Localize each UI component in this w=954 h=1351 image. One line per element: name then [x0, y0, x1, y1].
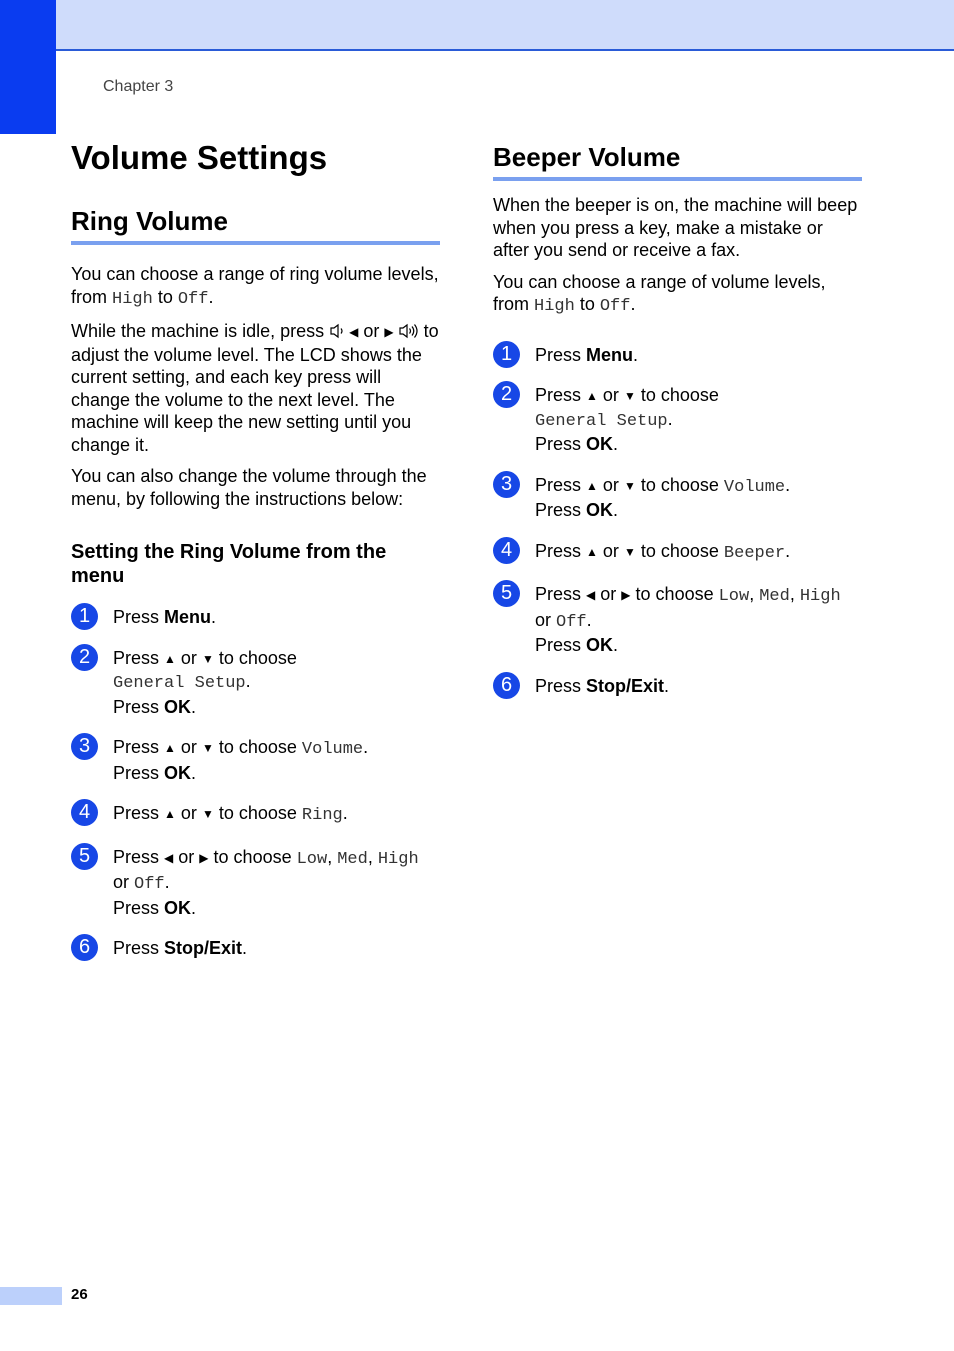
text: Press [535, 385, 587, 405]
lcd-med: Med [759, 587, 790, 606]
text: or [600, 584, 617, 604]
text: Press [113, 803, 165, 823]
text: Press [113, 897, 165, 918]
menu-key: Menu [586, 344, 634, 365]
text: or [180, 647, 197, 668]
speaker-low-icon [329, 323, 349, 339]
text: Press [535, 540, 587, 561]
text: , [789, 584, 800, 604]
text: . [613, 500, 619, 520]
down-arrow-icon: ▼ [623, 544, 636, 559]
ring-steps [71, 606, 441, 960]
down-arrow-icon: ▼ [201, 807, 214, 821]
page-number: 26 [71, 1286, 88, 1303]
text: Press [113, 696, 165, 717]
up-arrow-icon: ▲ [164, 807, 176, 821]
text: to choose [218, 737, 302, 757]
text: . [164, 872, 170, 892]
ring-step-5 [71, 846, 441, 920]
lcd-low: Low [296, 849, 328, 869]
text: . [363, 737, 369, 757]
beeper-intro: When the beeper is on, the machine will beep when you press a key, make a mistake or after you send or receive a fax. [493, 195, 858, 260]
beeper-steps [493, 344, 863, 698]
ring-step-4 [71, 802, 441, 828]
text: to [152, 286, 178, 307]
step-number-badge: 3 [493, 471, 520, 498]
step-number-badge: 1 [493, 341, 520, 368]
step-number-badge: 5 [493, 580, 520, 607]
down-arrow-icon: ▼ [623, 389, 636, 403]
right-arrow-icon: ▶ [621, 588, 631, 602]
text: or [602, 474, 619, 495]
step-number-badge: 3 [71, 733, 98, 760]
text: or [178, 846, 195, 867]
step-number-badge: 2 [71, 644, 98, 671]
text: . [630, 294, 636, 314]
text: , [367, 846, 378, 867]
up-arrow-icon: ▲ [586, 544, 598, 559]
text: Press [535, 434, 587, 454]
text: Press [113, 938, 165, 958]
lcd-off: Off [599, 297, 631, 316]
step-number-badge: 1 [71, 603, 98, 630]
ok-key: OK [586, 635, 614, 655]
header-band [0, 0, 954, 51]
text: to choose [218, 647, 297, 668]
text: Press [113, 607, 165, 627]
lcd-low: Low [718, 587, 750, 606]
speaker-high-icon [399, 323, 419, 339]
ok-key: OK [586, 500, 614, 520]
lcd-volume: Volume [301, 740, 364, 759]
ok-key: OK [586, 434, 614, 454]
text: to [574, 294, 600, 314]
text: . [342, 803, 348, 823]
text: You can choose a range of ring volume levels, from [71, 264, 439, 307]
ring-step-1 [71, 606, 441, 629]
text: to choose [640, 540, 724, 561]
beeper-step-3 [493, 474, 863, 522]
ok-key: OK [164, 897, 192, 918]
text: . [211, 607, 217, 627]
ring-menu-subheading: Setting the Ring Volume from the menu [71, 541, 387, 587]
text: . [245, 671, 251, 691]
text: Press [535, 344, 587, 365]
footer-bar [0, 1287, 62, 1305]
lcd-off: Off [134, 875, 165, 894]
text: Press [113, 846, 165, 867]
step-number-badge: 4 [71, 799, 98, 826]
beeper-volume-title: Beeper Volume [493, 142, 681, 172]
beeper-step-5 [493, 583, 863, 657]
ring-idle-instructions [71, 320, 441, 456]
step-number-badge: 6 [493, 672, 520, 699]
text: . [586, 609, 592, 630]
stop-exit-key: Stop/Exit [586, 675, 665, 696]
ring-volume-title: Ring Volume [71, 206, 228, 236]
ok-key: OK [164, 696, 192, 717]
beeper-step-2 [493, 384, 863, 456]
text: . [667, 408, 673, 429]
right-arrow-icon: ▶ [384, 325, 394, 339]
text: to choose [213, 846, 297, 867]
text: . [191, 897, 197, 918]
lcd-high: High [799, 587, 841, 606]
up-arrow-icon: ▲ [586, 478, 598, 493]
step-number-badge: 6 [71, 934, 98, 961]
ring-volume-heading [71, 205, 440, 245]
step-number-badge: 4 [493, 537, 520, 564]
lcd-off: Off [177, 289, 209, 309]
down-arrow-icon: ▼ [623, 478, 636, 493]
ring-step-2 [71, 647, 441, 719]
lcd-off: Off [556, 612, 587, 632]
down-arrow-icon: ▼ [201, 651, 214, 666]
beeper-step-4 [493, 540, 863, 566]
text: Press [113, 737, 165, 757]
left-arrow-icon: ◀ [164, 850, 174, 865]
up-arrow-icon: ▲ [586, 389, 598, 403]
text: . [785, 474, 791, 495]
lcd-high: High [377, 849, 419, 869]
text: or [602, 385, 619, 405]
lcd-volume: Volume [723, 477, 786, 497]
beeper-range [493, 271, 863, 319]
text: or [180, 803, 197, 823]
text: . [785, 540, 791, 561]
lcd-high: High [534, 297, 575, 316]
left-arrow-icon: ◀ [586, 588, 596, 602]
text: or [180, 737, 197, 757]
lcd-high: High [112, 289, 153, 309]
text: or [113, 872, 135, 892]
lcd-general-setup: General Setup [113, 674, 246, 693]
text: to adjust the volume level. The LCD shows the current setting, and each key press will change the volume to the next level. The machine will keep the new setting until you change it. [71, 321, 439, 455]
text: Press [113, 762, 165, 783]
lcd-ring: Ring [301, 806, 343, 825]
text: Press [113, 647, 165, 668]
ok-key: OK [164, 762, 192, 783]
page-title: Volume Settings [71, 139, 328, 176]
step-number-badge: 5 [71, 843, 98, 870]
text: or [602, 540, 619, 561]
text: Press [535, 584, 587, 604]
ring-volume-section [71, 205, 441, 978]
beeper-volume-section [493, 141, 863, 715]
text: , [327, 846, 338, 867]
ring-menu-intro: You can also change the volume through the menu, by following the instructions below: [71, 466, 427, 509]
text: While the machine is idle, press [71, 321, 330, 341]
left-arrow-icon: ◀ [349, 325, 359, 339]
text: , [749, 584, 760, 604]
step-number-badge: 2 [493, 381, 520, 408]
text: Press [535, 635, 587, 655]
ring-intro [71, 263, 441, 311]
text: to choose [218, 803, 302, 823]
chapter-tab [0, 0, 56, 134]
text: to choose [640, 474, 724, 495]
text: or [535, 609, 557, 630]
ring-step-3 [71, 736, 441, 784]
menu-key: Menu [164, 607, 212, 627]
beeper-volume-heading [493, 141, 862, 181]
lcd-beeper: Beeper [723, 543, 786, 563]
ring-step-6 [71, 937, 441, 960]
down-arrow-icon: ▼ [201, 741, 214, 755]
text: Press [535, 500, 587, 520]
right-arrow-icon: ▶ [199, 850, 209, 865]
text: . [191, 696, 197, 717]
text: . [613, 635, 619, 655]
text: . [613, 434, 619, 454]
text: . [633, 344, 639, 365]
stop-exit-key: Stop/Exit [164, 938, 243, 958]
text: to choose [640, 385, 719, 405]
text: . [208, 286, 214, 307]
lcd-med: Med [337, 849, 368, 869]
text: or [363, 321, 380, 341]
text: to choose [635, 584, 719, 604]
text: Press [535, 474, 587, 495]
text: Press [535, 675, 587, 696]
text: . [242, 938, 248, 958]
beeper-step-6 [493, 675, 863, 698]
chapter-label: Chapter 3 [103, 78, 174, 95]
up-arrow-icon: ▲ [164, 741, 176, 755]
up-arrow-icon: ▲ [164, 651, 176, 666]
text: You can choose a range of volume levels, from [493, 271, 826, 314]
beeper-step-1 [493, 344, 863, 367]
text: . [664, 675, 670, 696]
lcd-general-setup: General Setup [535, 411, 668, 431]
text: . [191, 762, 197, 783]
